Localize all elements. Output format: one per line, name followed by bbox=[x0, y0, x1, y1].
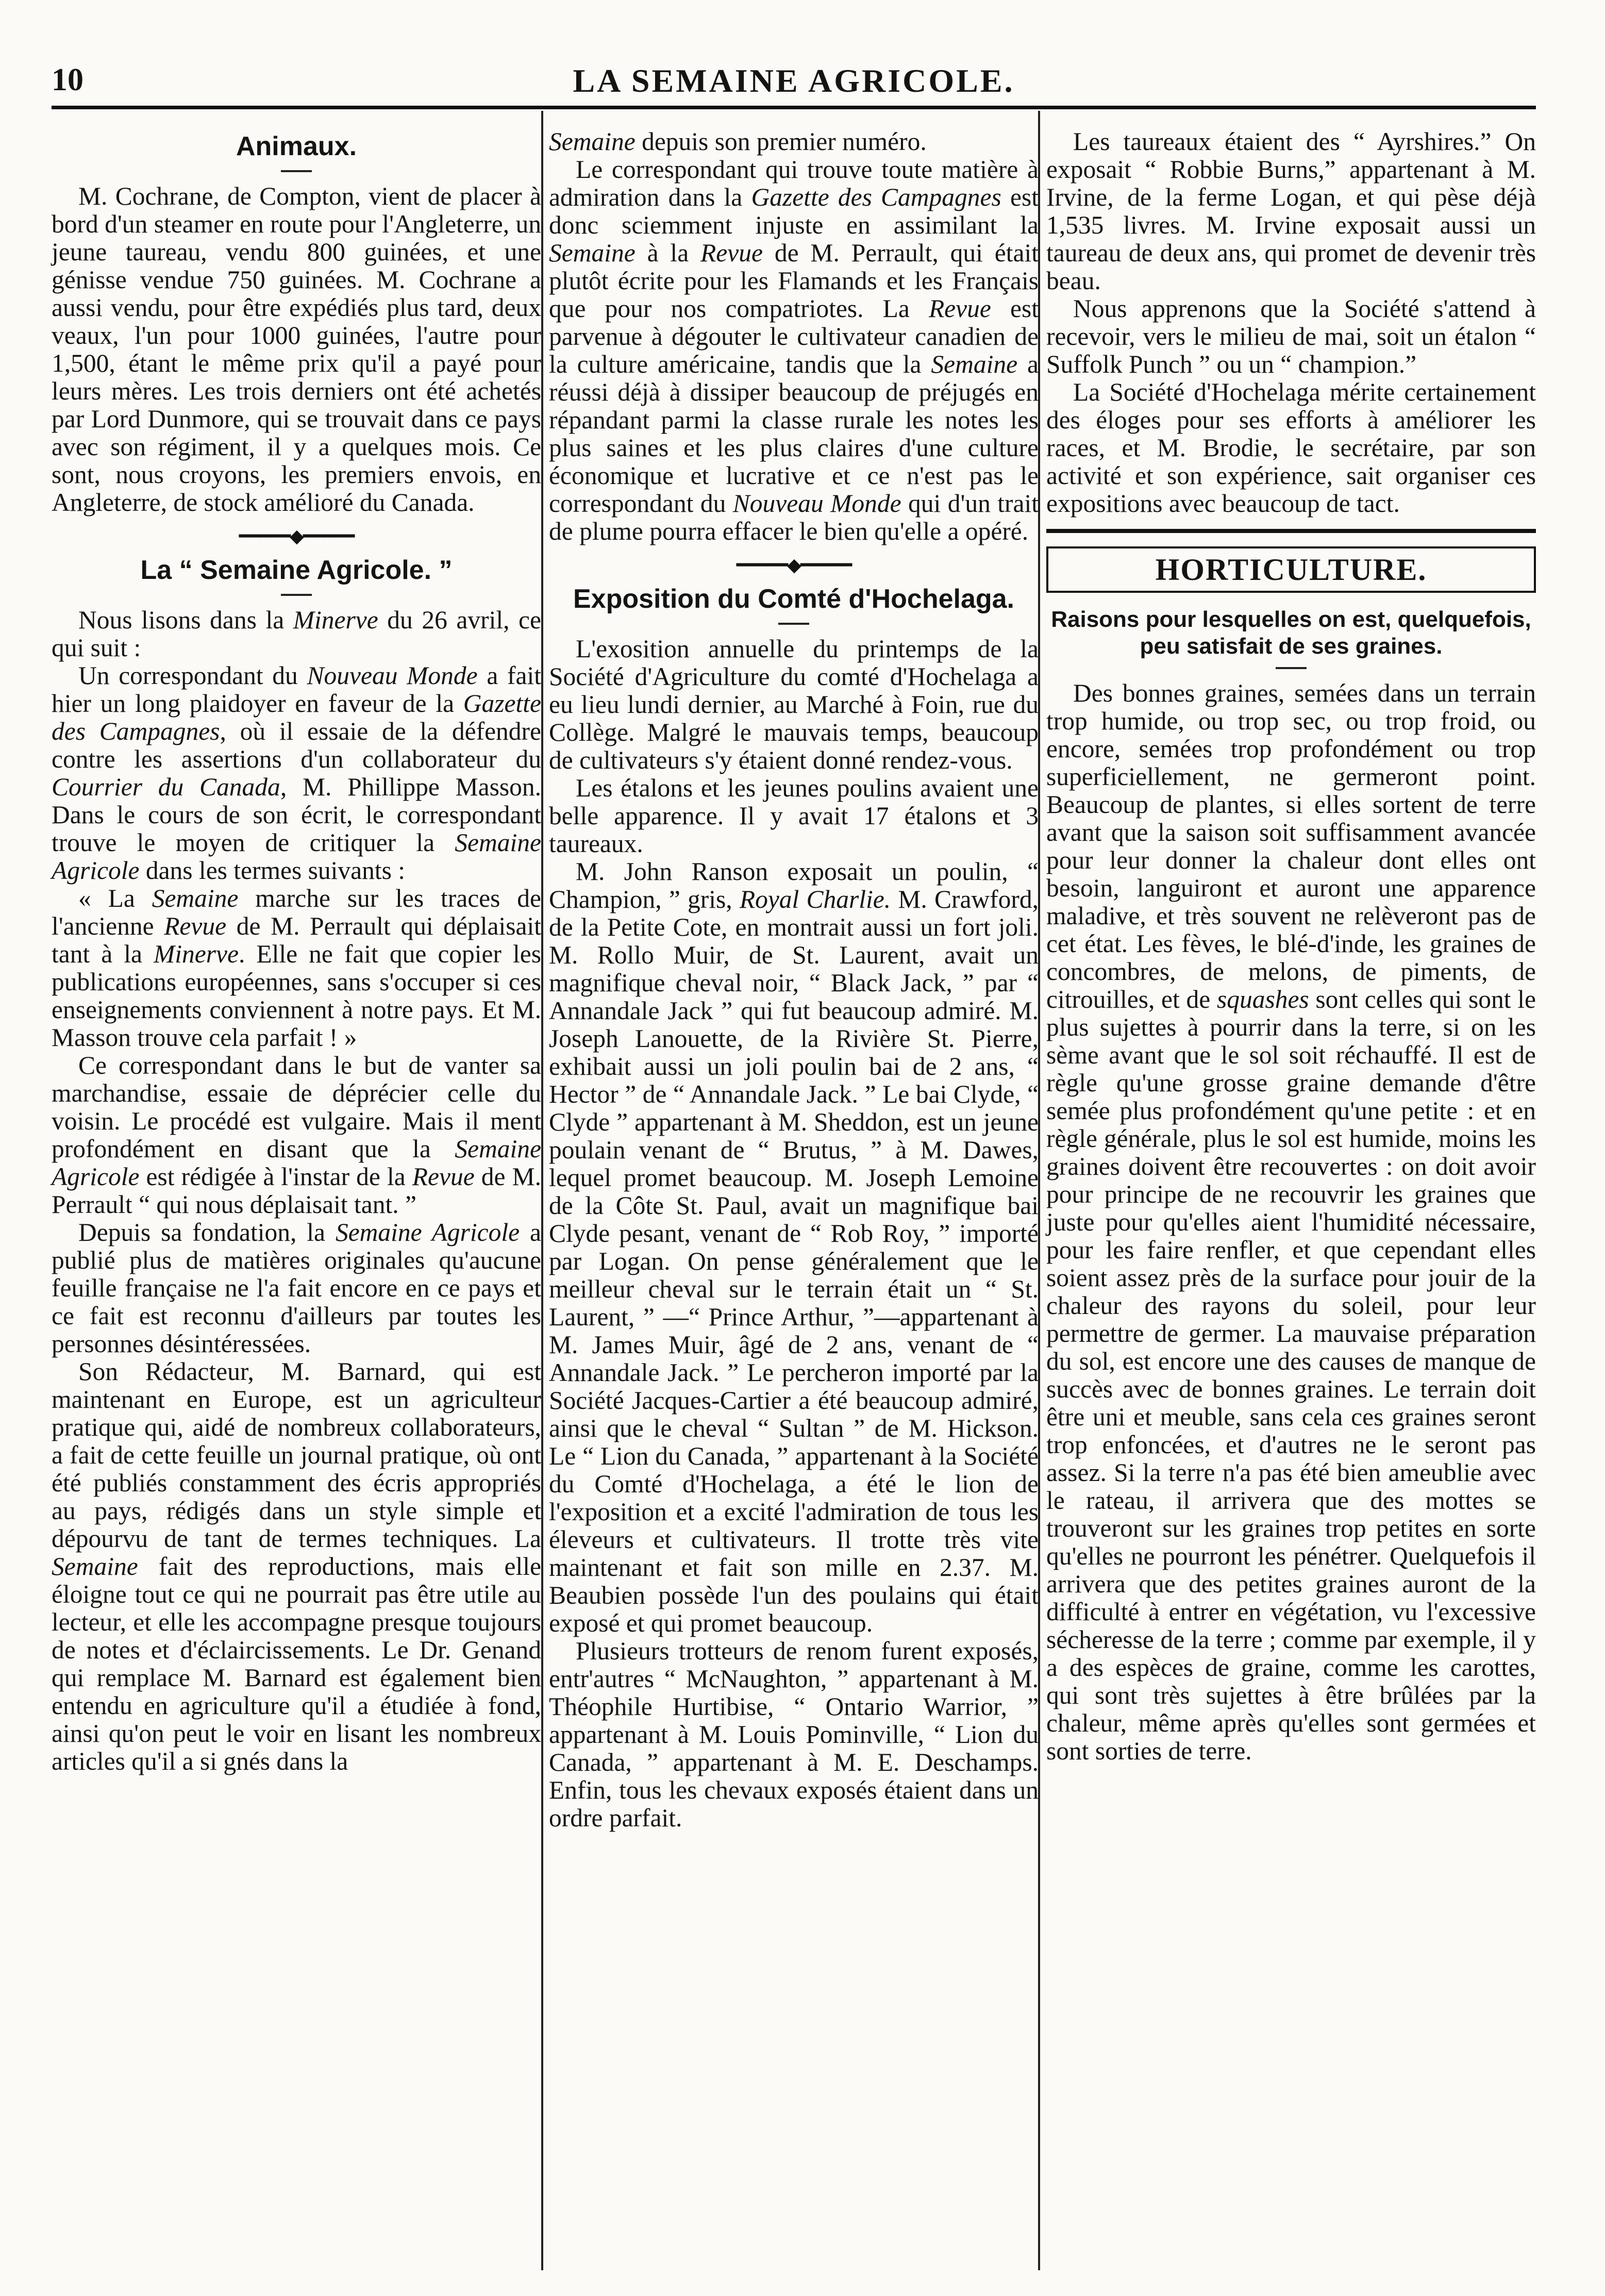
column-3 bbox=[1046, 128, 1536, 2255]
article-paragraph: Nous lisons dans la Minerve du 26 avril, ce qui suit : bbox=[52, 606, 542, 662]
title-dash bbox=[778, 623, 809, 625]
running-title: LA SEMAINE AGRICOLE. bbox=[573, 62, 1015, 99]
ornament-divider: ━━━━━◆━━━━━ bbox=[736, 555, 851, 575]
article-paragraph: Son Rédacteur, M. Barnard, qui est maintenant en Europe, est un agriculteur pratique qui, aidé de nombreux collaborateurs, a fait de cette feuille un journal pratique, où ont été publiés constamment des écris appropriés au pays, rédigés dans un style simple et dépourvu de tant de termes techniques. La Semaine fait des reproductions, mais elle éloigne tout ce qui ne pourrait pas être utile au lecteur, et elle les accompagne presque toujours de notes et d'éclaircissements. Le Dr. Genand qui remplace M. Barnard est également bien entendu en agriculture qu'il a étudiée à fond, ainsi qu'on peut le voir en lisant les nombreux articles qu'il a si gnés dans la bbox=[52, 1357, 541, 1775]
article-paragraph: Ce correspondant dans le but de vanter sa marchandise, essaie de déprécier celle du voisin. Le procédé est vulgaire. Mais il ment profondément en disant que la Semaine Agricole est rédigée à l'instar de la Revue de M. Perrault “ qui nous déplaisait tant. ” bbox=[52, 1051, 541, 1219]
title-dash bbox=[281, 170, 312, 172]
section-rule bbox=[1046, 529, 1536, 533]
page-header bbox=[52, 62, 1536, 103]
article-paragraph: Le correspondant qui trouve toute matière à admiration dans la Gazette des Campagnes est donc sciemment injuste en assimilant la Semaine à la Revue de M. Perrault, qui était plutôt écrite pour les Flamands et les Français que pour nos compatriotes. La Revue est parvenue à dégouter le cultivateur canadien de la culture américaine, tandis que la Semaine a réussi déjà à dissiper beaucoup de préjugés en répandant parmi la classe rurale les notes les plus saines et les plus claires d'une culture économique et lucrative et ce n'est pas le correspondant du Nouveau Monde qui d'un trait de plume pourra effacer le bien qu'elle a opéré. bbox=[549, 155, 1039, 545]
article-paragraph: L'exosition annuelle du printemps de la Société d'Agriculture du comté d'Hochelaga a eu lieu lundi dernier, au Marché à Foin, rue du Collège. Malgré le mauvais temps, beaucoup de cultivateurs s'y étaient donné rendez-vous. bbox=[549, 635, 1039, 774]
article-paragraph: Les taureaux étaient des “ Ayrshires.” On exposait “ Robbie Burns,” appartenant à M. Irvine, de la ferme Logan, et qui pèse déjà 1,535 livres. M. Irvine exposait aussi un taureau de deux ans, qui promet de devenir très beau. bbox=[1046, 127, 1536, 295]
article-paragraph: Des bonnes graines, semées dans un terrain trop humide, ou trop sec, ou trop froid, ou encore, semées trop profondément ou trop superficiellement, ne germeront point. Beaucoup de plantes, si elles sortent de terre avant que la saison soit suffisamment avancée pour leur donner la chaleur dont elles ont besoin, languiront et auront une apparence maladive, et très souvent ne relèveront pas de cet état. Les fèves, le blé-d'inde, les graines de concombres, de melons, de piments, de citrouilles, et de squashes sont celles qui sont le plus sujettes à pourrir dans la terre, si on les sème avant que le sol soit réchauffé. Il est de règle qu'une grosse graine demande d'être semée plus profondément qu'une petite : et en règle générale, plus le sol est humide, moins les graines doivent être recouvertes : on doit avoir pour principe de ne recouvrir les graines que juste pour qu'elles aient l'humidité nécessaire, pour les faire renfler, et que cependant elles soient assez près de la surface pour jouir de la chaleur des rayons du soleil, pour leur permettre de germer. La mauvaise préparation du sol, est encore une des causes de manque de succès avec de bonnes graines. Le terrain doit être uni et meuble, sans cela ces graines seront trop enfoncées, et d'autres ne le seront pas assez. Si la terre n'a pas été bien ameublie avec le rateau, il arrivera que des mottes se trouveront sur les graines trop petites en sorte qu'elles ne pourront les pénétrer. Quelquefois il arrivera que des petites graines auront de la difficulté à entrer en végétation, vu l'excessive sécheresse de la terre ; comme par exemple, il y a des espèces de graine, comme les carottes, qui sont très sujettes à être brûlées par la chaleur, même après qu'elles sont germées et sont sorties de terre. bbox=[1046, 679, 1536, 1765]
column-2 bbox=[549, 128, 1039, 2255]
article-title-animaux: Animaux. bbox=[236, 131, 357, 161]
article-paragraph: Plusieurs trotteurs de renom furent exposés, entr'autres “ McNaughton, ” appartenant à M. Théophile Hurtibise, “ Ontario Warrior, ” appartenant à M. Louis Pominville, “ Lion du Canada, ” appartenant à M. E. Deschamps. Enfin, tous les chevaux exposés étaient dans un ordre parfait. bbox=[549, 1637, 1039, 1832]
article-paragraph: Nous apprenons que la Société s'attend à recevoir, vers le milieu de mai, soit un étalon “ Suffolk Punch ” ou un “ champion.” bbox=[1046, 294, 1536, 378]
header-rule bbox=[52, 106, 1536, 109]
article-paragraph: Les étalons et les jeunes poulins avaient une belle apparence. Il y avait 17 étalons et 3 taureaux. bbox=[549, 774, 1039, 858]
title-dash bbox=[281, 594, 312, 596]
article-paragraph-continued: Semaine depuis son premier numéro. bbox=[549, 127, 927, 156]
article-title-exposition: Exposition du Comté d'Hochelaga. bbox=[573, 584, 1014, 614]
column-1 bbox=[52, 128, 541, 2255]
article-paragraph: M. Cochrane, de Compton, vient de placer à bord d'un steamer en route pour l'Angleterre, un jeune taureau, vendu 800 guinées, et une génisse vendue 750 guinées. M. Cochrane a aussi vendu, pour être expédiés plus tard, deux veaux, l'un pour 1000 guinées, l'autre pour 1,500, étant le même prix qu'il a payé pour leurs mères. Les trois derniers ont été achetés par Lord Dunmore, qui se trouvait dans ce pays avec son régiment, il y a quelques mois. Ce sont, nous croyons, les premiers envois, en Angleterre, de stock amélioré du Canada. bbox=[52, 182, 541, 517]
article-paragraph: Depuis sa fondation, la Semaine Agricole a publié plus de matières originales qu'aucune feuille française ne l'a fait encore en ce pays et ce fait est reconnu d'ailleurs par toutes les personnes désintéressées. bbox=[52, 1218, 541, 1358]
title-dash bbox=[1276, 667, 1307, 669]
column-divider bbox=[541, 111, 543, 2270]
quoted-paragraph: « La Semaine marche sur les traces de l'ancienne Revue de M. Perrault qui déplaisait tant à la Minerve. Elle ne fait que copier les publications européennes, sans s'occuper si ces enseignements conviennent à notre pays. Et M. Masson trouve cela parfait ! » bbox=[52, 884, 542, 1052]
article-title-semaine: La “ Semaine Agricole. ” bbox=[140, 555, 453, 585]
article-paragraph: M. John Ranson exposait un poulin, “ Champion, ” gris, Royal Charlie. M. Crawford, de la Petite Cote, en montrait aussi un fort joli. M. Rollo Muir, de St. Laurent, avait un magnifique cheval noir, “ Black Jack, ” par “ Annandale Jack ” qui fut beaucoup admiré. M. Joseph Lanouette, de la Rivière St. Pierre, exhibait aussi un joli poulin bai de 2 ans, “ Hector ” de “ Annandale Jack. ” Le bai Clyde, “ Clyde ” appartenant à M. Sheddon, est un jeune poulain venant de “ Brutus, ” à M. Dawes, lequel promet beaucoup. M. Joseph Lemoine de la Côte St. Paul, avait un magnifique bai Clyde pesant, venant de “ Rob Roy, ” importé par Logan. On pense généralement que le meilleur cheval sur le terrain était un “ St. Laurent, ” —“ Prince Arthur, ”—appartenant à M. James Muir, âgé de 2 ans, venant de “ Annandale Jack. ” Le percheron importé par la Société Jacques-Cartier a été beaucoup admiré, ainsi que le cheval “ Sultan ” de M. Hickson. Le “ Lion du Canada, ” appartenant à la Société du Comté d'Hochelaga, a été le lion de l'exposition et a excité l'admiration de tous les éleveurs et cultivateurs. Il trotte très vite maintenant et fait son mille en 2.37. M. Beaubien possède l'un des poulains qui était exposé et qui promet beaucoup. bbox=[549, 857, 1039, 1637]
page-number: 10 bbox=[52, 62, 83, 97]
ornament-divider: ━━━━━◆━━━━━ bbox=[239, 526, 354, 546]
section-heading-horticulture: HORTICULTURE. bbox=[1046, 546, 1536, 593]
article-paragraph: Un correspondant du Nouveau Monde a fait hier un long plaidoyer en faveur de la Gazette des Campagnes, où il essaie de la défendre contre les assertions d'un collaborateur du Courrier du Canada, M. Phillippe Masson. Dans le cours de son écrit, le correspondant trouve le moyen de critiquer la Semaine Agricole dans les termes suivants : bbox=[52, 661, 541, 885]
article-title-graines: Raisons pour lesquelles on est, quelquefois, peu satisfait de ses graines. bbox=[1051, 607, 1531, 659]
article-paragraph: La Société d'Hochelaga mérite certainement des éloges pour ses efforts à améliorer les races, et M. Brodie, le secrétaire, par son activité et son expérience, sait organiser ces expositions avec beaucoup de tact. bbox=[1046, 378, 1536, 518]
